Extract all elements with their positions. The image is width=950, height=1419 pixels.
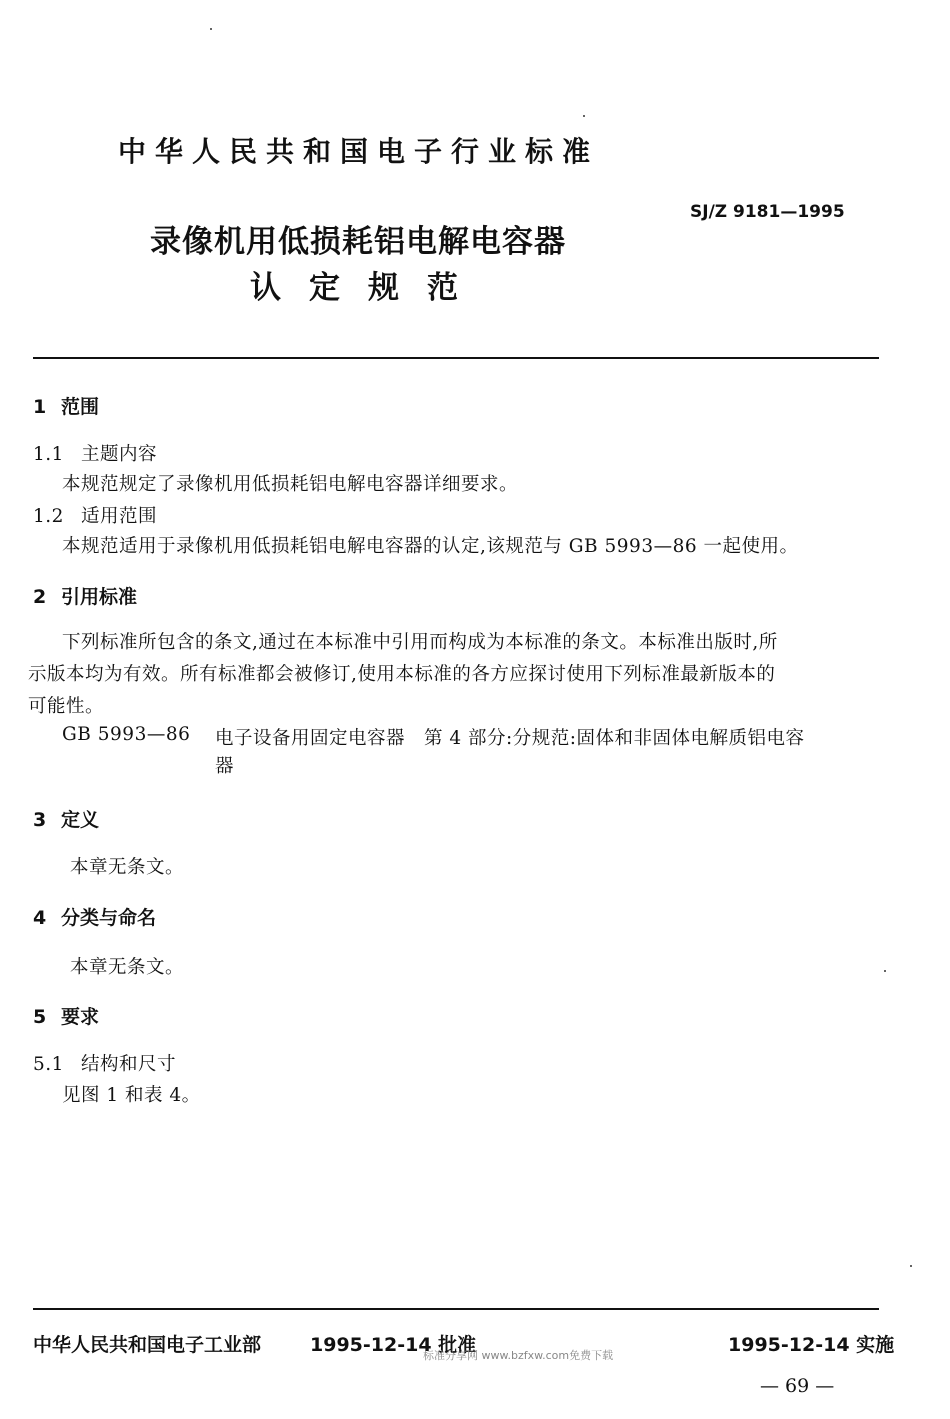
section-1-1-heading: 1.1 主题内容 bbox=[33, 444, 158, 465]
section-2-body-line2: 示版本均为有效。所有标准都会被修订,使用本标准的各方应探讨使用下列标准最新版本的 bbox=[28, 664, 776, 685]
section-5-1-heading: 5.1 结构和尺寸 bbox=[33, 1054, 177, 1075]
page-number: — 69 — bbox=[760, 1375, 835, 1397]
section-2-body-line3: 可能性。 bbox=[28, 696, 105, 717]
watermark: 标准分享网 www.bzfxw.com免费下载 bbox=[423, 1349, 614, 1362]
standard-code: SJ/Z 9181—1995 bbox=[690, 202, 845, 222]
scan-speck bbox=[583, 115, 585, 117]
section-3-heading: 3 定义 bbox=[33, 809, 100, 831]
issuing-authority: 中华人民共和国电子工业部 bbox=[33, 1334, 262, 1356]
section-4-body: 本章无条文。 bbox=[70, 957, 185, 978]
reference-title-line2: 器 bbox=[215, 756, 235, 777]
reference-title-line1: 电子设备用固定电容器 第 4 部分:分规范:固体和非固体电解质铝电容 bbox=[215, 728, 805, 749]
scan-speck bbox=[910, 1265, 912, 1267]
section-1-2-heading: 1.2 适用范围 bbox=[33, 506, 158, 527]
section-3-body: 本章无条文。 bbox=[70, 857, 185, 878]
scan-speck bbox=[884, 970, 886, 972]
implementation-date: 1995-12-14 实施 bbox=[728, 1334, 895, 1356]
section-4-heading: 4 分类与命名 bbox=[33, 907, 157, 929]
section-1-2-body: 本规范适用于录像机用低损耗铝电解电容器的认定,该规范与 GB 5993—86 一起使用。 bbox=[62, 536, 799, 557]
section-2-body-line1: 下列标准所包含的条文,通过在本标准中引用而构成为本标准的条文。本标准出版时,所 bbox=[62, 632, 778, 653]
section-1-heading: 1 范围 bbox=[33, 396, 100, 418]
footer-divider bbox=[33, 1308, 879, 1310]
section-5-1-body: 见图 1 和表 4。 bbox=[62, 1085, 201, 1106]
section-5-heading: 5 要求 bbox=[33, 1006, 100, 1028]
header-divider bbox=[33, 357, 879, 359]
document-subtitle: 认定规范 bbox=[250, 270, 486, 306]
reference-code: GB 5993—86 bbox=[62, 724, 191, 745]
section-1-1-body: 本规范规定了录像机用低损耗铝电解电容器详细要求。 bbox=[62, 474, 519, 495]
approval-date: 1995-12-14 批准 bbox=[310, 1334, 477, 1356]
standard-category: 中华人民共和国电子行业标准 bbox=[118, 135, 600, 168]
section-2-heading: 2 引用标准 bbox=[33, 586, 138, 608]
scan-speck bbox=[210, 28, 212, 30]
document-title: 录像机用低损耗铝电解电容器 bbox=[150, 224, 566, 260]
